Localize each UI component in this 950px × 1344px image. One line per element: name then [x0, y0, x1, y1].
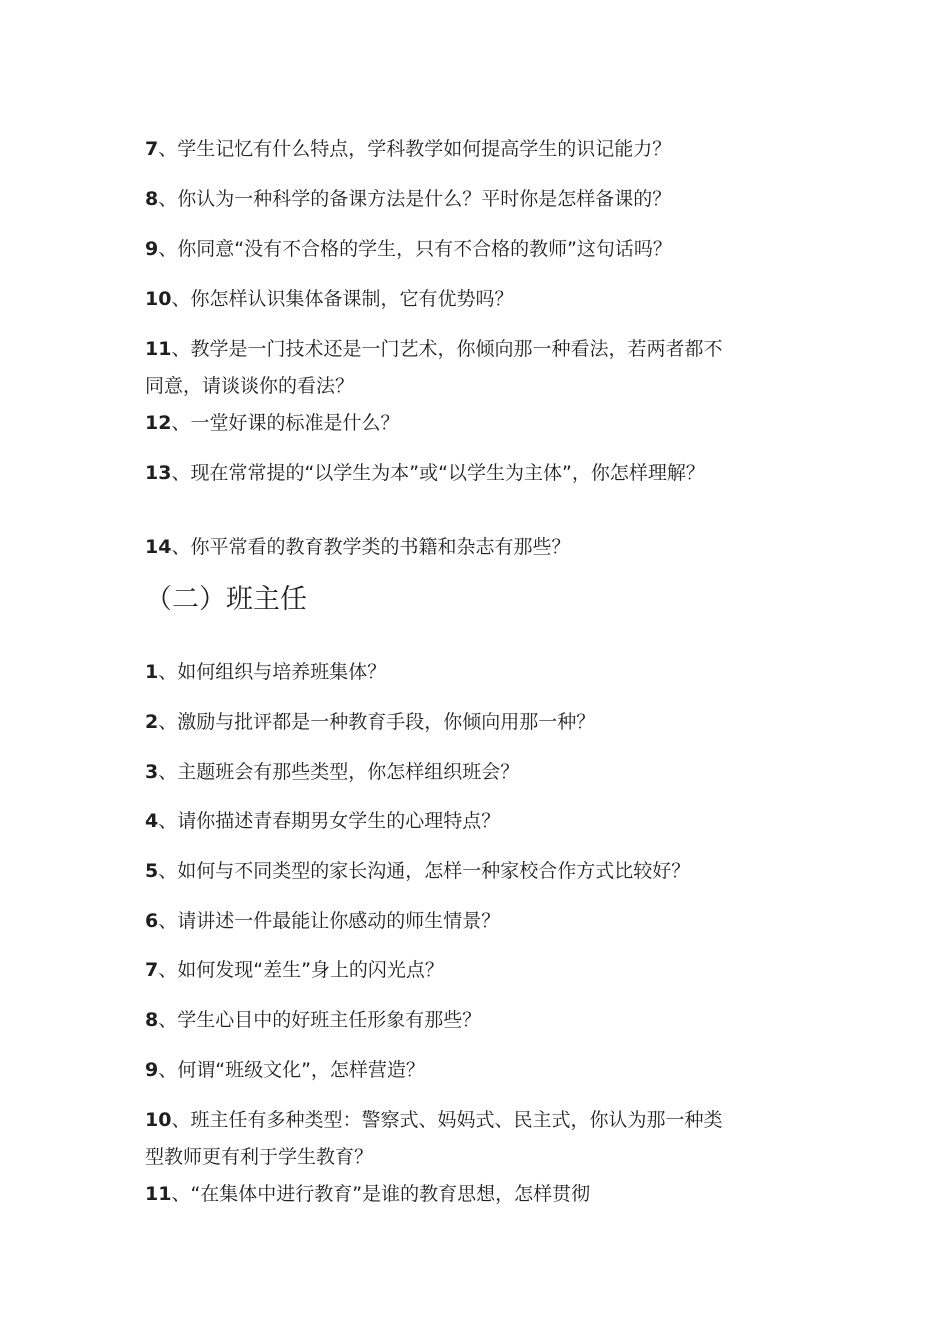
question-number: 13: [145, 462, 172, 484]
question-text-continued: 同意，请谈谈你的看法？: [145, 375, 355, 397]
question-text: 、教学是一门技术还是一门艺术，你倾向那一种看法，若两者都不: [171, 338, 723, 360]
question-item: [145, 1052, 825, 1089]
question-number: 1: [145, 661, 159, 683]
question-number: 10: [145, 1109, 172, 1131]
question-item: [145, 853, 825, 890]
question-item: [145, 529, 825, 566]
question-number: 12: [145, 412, 172, 434]
question-number: 8: [145, 188, 159, 210]
question-text: 、现在常常提的“以学生为本”或“以学生为主体”，你怎样理解？: [171, 462, 705, 484]
question-item: [145, 1176, 825, 1213]
question-item: [145, 281, 825, 318]
question-number: 2: [145, 711, 159, 733]
question-text: 、主题班会有那些类型，你怎样组织班会？: [158, 761, 520, 783]
question-item: [145, 231, 825, 268]
question-text: 、如何发现“差生”身上的闪光点？: [158, 959, 444, 981]
question-number: 10: [145, 288, 172, 310]
question-number: 9: [145, 238, 159, 260]
question-text: 、一堂好课的标准是什么？: [171, 412, 400, 434]
question-text: 、请你描述青春期男女学生的心理特点？: [158, 810, 501, 832]
question-number: 5: [145, 860, 159, 882]
question-text: 、学生记忆有什么特点，学科教学如何提高学生的识记能力？: [158, 138, 672, 160]
question-text: 、你认为一种科学的备课方法是什么？平时你是怎样备课的？: [158, 188, 672, 210]
question-text: 、激励与批评都是一种教育手段，你倾向用那一种？: [158, 711, 596, 733]
question-number: 6: [145, 910, 159, 932]
question-item: [145, 131, 825, 168]
question-number: 8: [145, 1009, 159, 1031]
question-number: 7: [145, 959, 159, 981]
question-text: 、请讲述一件最能让你感动的师生情景？: [158, 910, 501, 932]
question-text: 、班主任有多种类型：警察式、妈妈式、民主式，你认为那一种类: [171, 1109, 723, 1131]
question-item: [145, 654, 825, 691]
question-number: 14: [145, 536, 172, 558]
question-number: 3: [145, 761, 159, 783]
question-item: [145, 754, 825, 791]
section-heading: （二）班主任: [145, 584, 307, 615]
question-item: [145, 181, 825, 218]
question-text: 、如何组织与培养班集体？: [158, 661, 387, 683]
question-text: 、你怎样认识集体备课制，它有优势吗？: [171, 288, 514, 310]
question-number: 11: [145, 1183, 172, 1205]
question-number: 7: [145, 138, 159, 160]
question-number: 9: [145, 1059, 159, 1081]
question-item: [145, 1002, 825, 1039]
question-item: [145, 405, 825, 442]
question-text-continued: 型教师更有利于学生教育？: [145, 1146, 374, 1168]
question-item: [145, 952, 825, 989]
question-item: [145, 704, 825, 741]
question-text: 、学生心目中的好班主任形象有那些？: [158, 1009, 482, 1031]
question-item: [145, 903, 825, 940]
question-text: 、如何与不同类型的家长沟通，怎样一种家校合作方式比较好？: [158, 860, 691, 882]
question-number: 11: [145, 338, 172, 360]
question-text: 、你平常看的教育教学类的书籍和杂志有那些？: [171, 536, 571, 558]
question-item: [145, 803, 825, 840]
question-text: 、“在集体中进行教育”是谁的教育思想，怎样贯彻: [171, 1183, 591, 1205]
question-number: 4: [145, 810, 159, 832]
question-text: 、你同意“没有不合格的学生，只有不合格的教师”这句话吗？: [158, 238, 672, 260]
question-text: 、何谓“班级文化”，怎样营造？: [158, 1059, 425, 1081]
question-item: [145, 331, 825, 405]
question-item: [145, 1102, 825, 1176]
question-item: [145, 455, 825, 492]
